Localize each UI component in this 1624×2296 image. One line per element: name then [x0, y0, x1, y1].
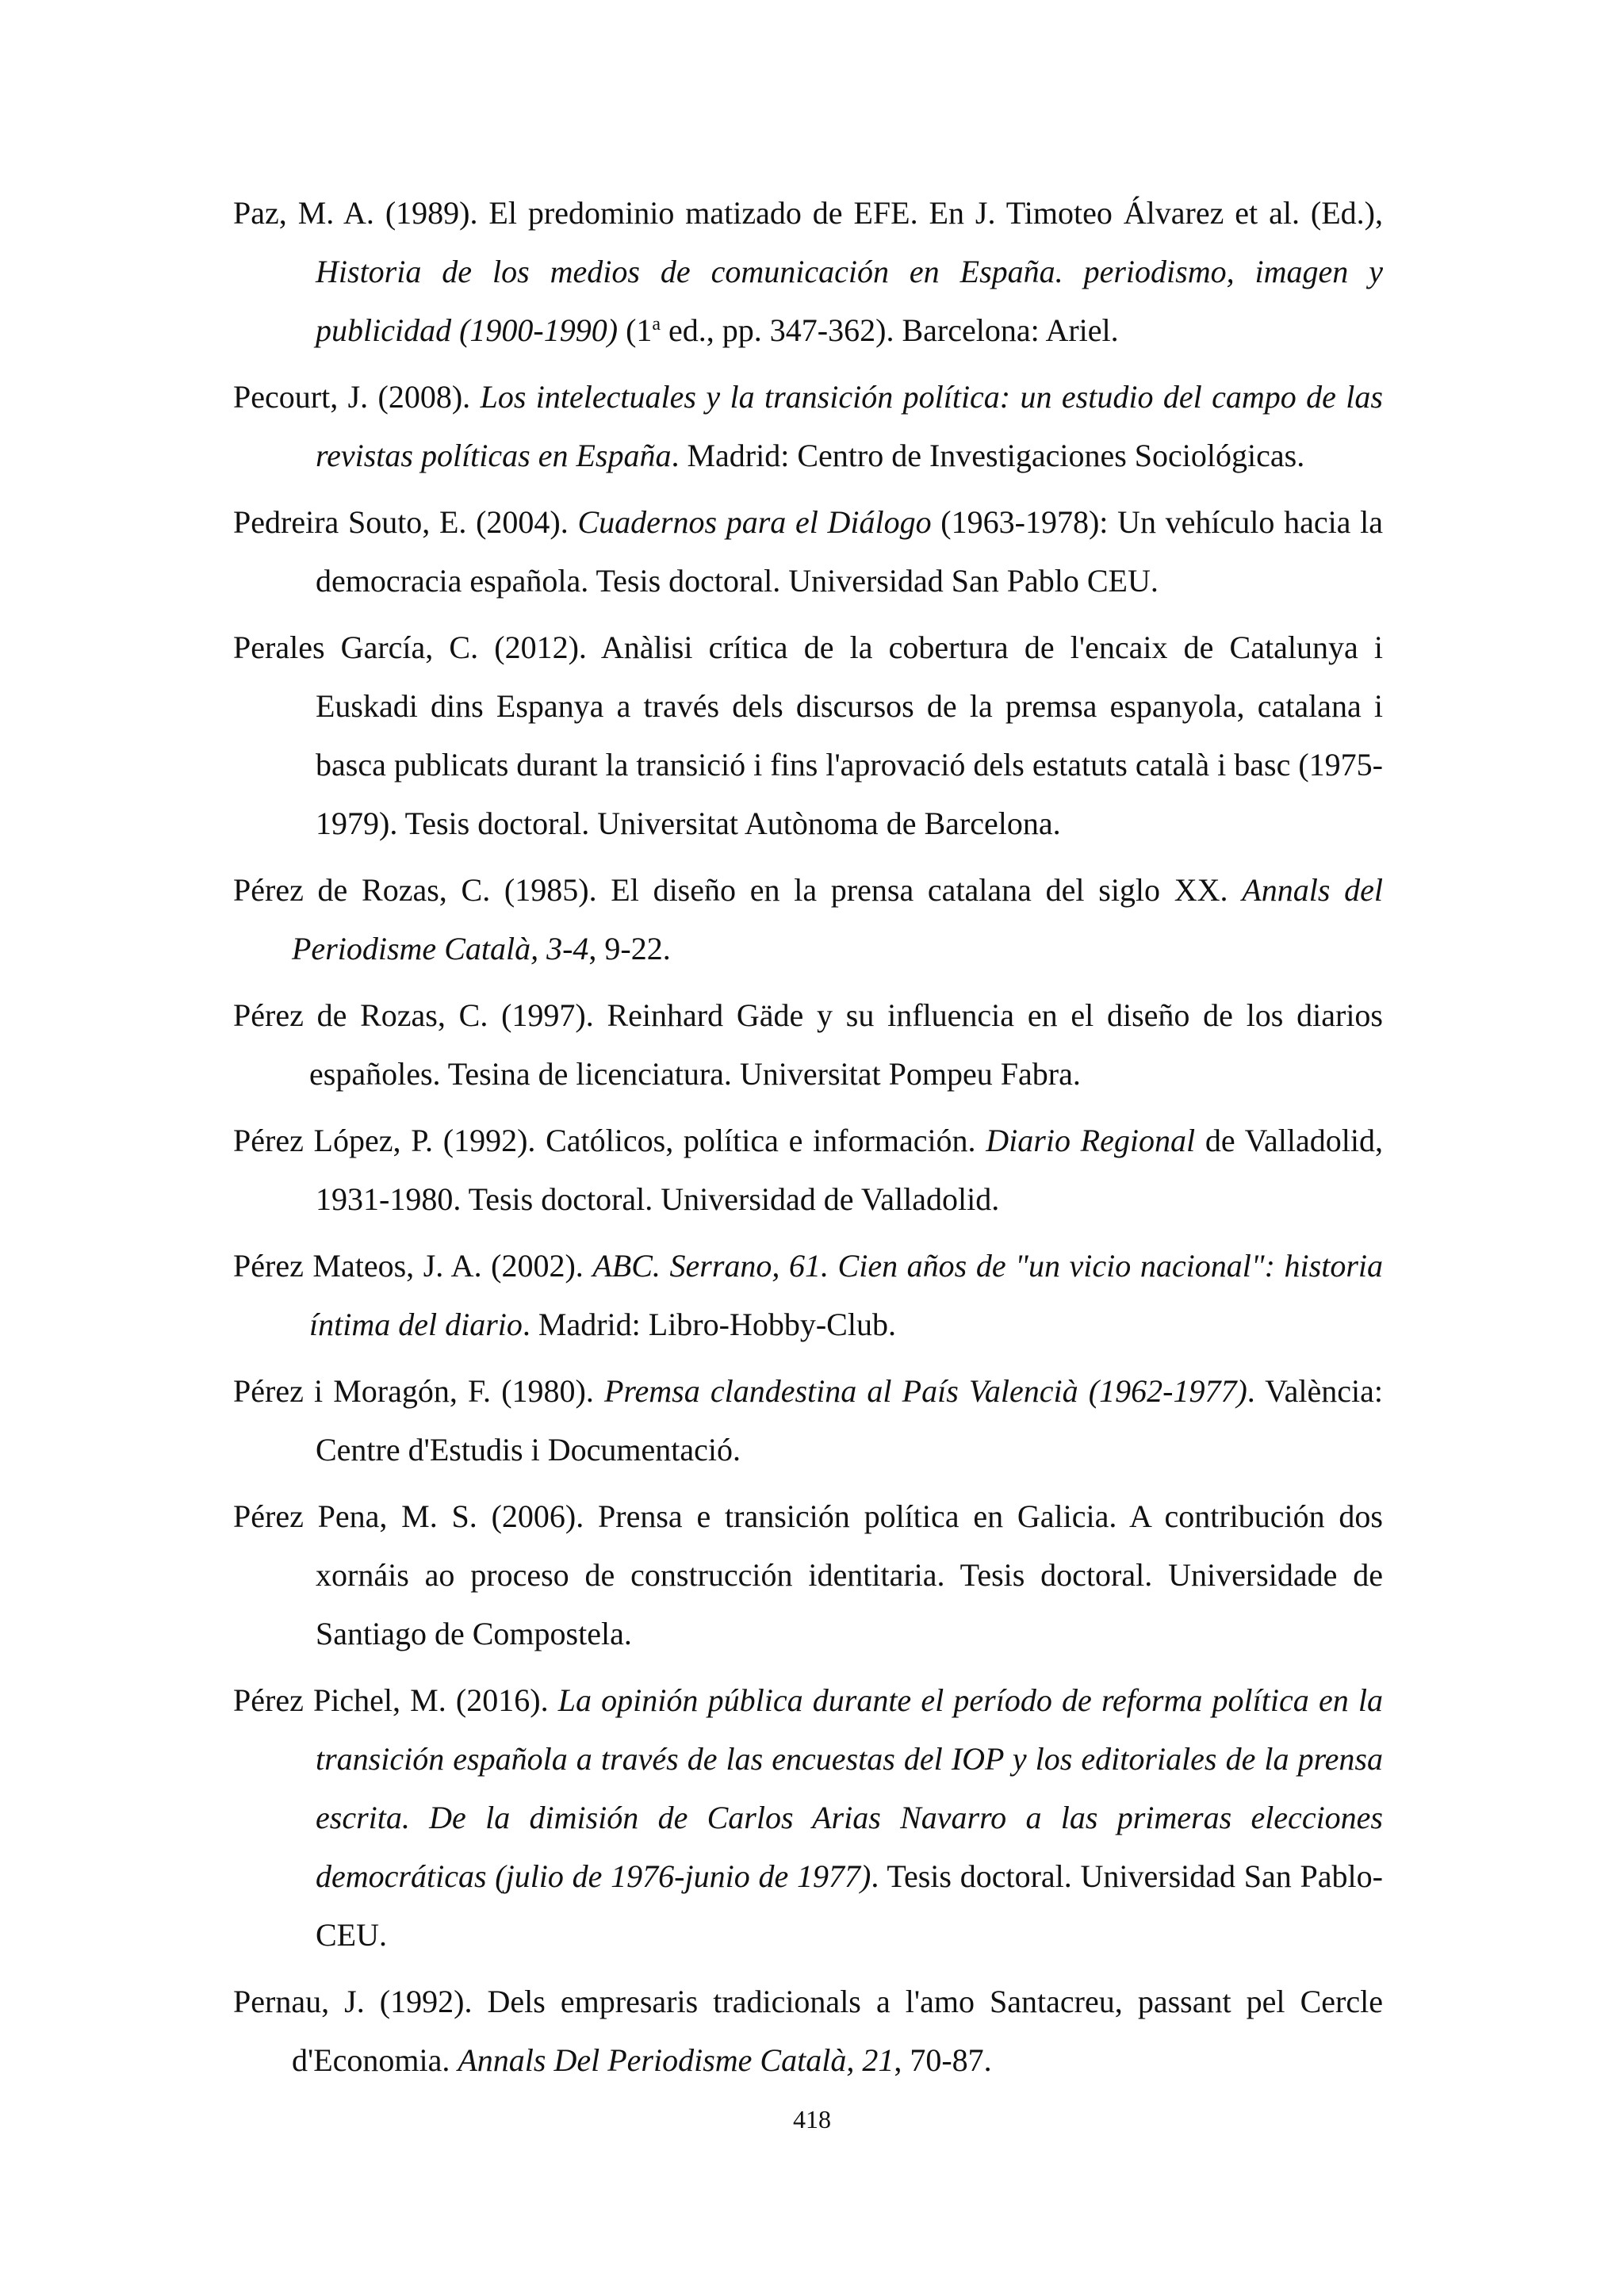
ref-title: ABC. Serrano, 61. Cien años de "un vicio nacional": historia íntima del diario: [309, 1248, 1384, 1342]
reference-paz-1989: [233, 184, 1383, 360]
ref-text: Pérez de Rozas, C. (1997). Reinhard Gäde y su influencia en el diseño de los diarios españoles. Tesina de licenciatura. Universitat Pompeu Fabra.: [233, 997, 1383, 1092]
reference-pernau-1992: [233, 1973, 1383, 2090]
ref-title: Premsa clandestina al País Valencià (1962-1977): [603, 1373, 1247, 1409]
ref-text: Pérez i Moragón, F. (1980).: [233, 1373, 604, 1409]
bibliography-list: [233, 184, 1383, 2098]
ref-text: Pérez Pichel, M. (2016).: [233, 1682, 558, 1718]
ref-title: Diario Regional: [986, 1123, 1196, 1158]
ref-title: Annals del Periodisme Català, 3-4: [292, 872, 1383, 966]
reference-perez-pena-2006: [233, 1487, 1383, 1663]
ref-text: . València: Centre d'Estudis i Documentació.: [316, 1373, 1383, 1468]
ref-superscript: a: [652, 314, 661, 335]
ref-text: Pecourt, J. (2008).: [233, 379, 481, 415]
reference-perales-2012: [233, 618, 1383, 853]
ref-text: Pérez López, P. (1992). Católicos, política e información.: [233, 1123, 986, 1158]
ref-text: Pedreira Souto, E. (2004).: [233, 504, 578, 540]
ref-title: Los intelectuales y la transición política: un estudio del campo de las revistas políticas en España: [316, 379, 1383, 473]
reference-perez-rozas-1985: [233, 861, 1383, 978]
ref-text: de Valladolid, 1931-1980. Tesis doctoral. Universidad de Valladolid.: [316, 1123, 1383, 1217]
ref-text: Paz, M. A. (1989). El predominio matizado de EFE. En J. Timoteo Álvarez et al. (Ed.),: [233, 195, 1383, 231]
reference-pecourt-2008: [233, 368, 1383, 485]
ref-text: Pérez Mateos, J. A. (2002).: [233, 1248, 593, 1284]
page-number: 418: [793, 2105, 831, 2133]
ref-text: (1: [618, 312, 653, 348]
ref-text: Pérez Pena, M. S. (2006). Prensa e transición política en Galicia. A contribución dos xornáis ao proceso de construcción identitaria. Tesis doctoral. Universidade de Santiago de Compostela.: [233, 1498, 1383, 1651]
ref-text: . Madrid: Libro-Hobby-Club.: [522, 1307, 896, 1342]
ref-text: , 70-87.: [894, 2042, 992, 2078]
reference-perez-rozas-1997: [233, 986, 1383, 1104]
ref-text: . Madrid: Centro de Investigaciones Sociológicas.: [671, 438, 1305, 473]
reference-pedreira-2004: [233, 493, 1383, 610]
reference-perez-mateos-2002: [233, 1237, 1383, 1354]
ref-title: Annals Del Periodisme Català, 21: [458, 2042, 894, 2078]
ref-text: Pernau, J. (1992). Dels empresaris tradicionals a l'amo Santacreu, passant pel Cercle d'Economia.: [233, 1984, 1383, 2078]
ref-text: (1963-1978): Un vehículo hacia la democracia española. Tesis doctoral. Universidad San Pablo CEU.: [316, 504, 1383, 599]
ref-text: . Tesis doctoral. Universidad San Pablo-CEU.: [316, 1858, 1383, 1953]
ref-text: , 9-22.: [588, 931, 671, 966]
reference-perez-pichel-2016: [233, 1671, 1383, 1965]
reference-perez-lopez-1992: [233, 1112, 1383, 1229]
ref-text: ed., pp. 347-362). Barcelona: Ariel.: [661, 312, 1119, 348]
ref-title: La opinión pública durante el período de reforma política en la transición española a través de las encuestas del IOP y los editoriales de la prensa escrita. De la dimisión de Carlos Arias Navarro a las primeras elecciones democráticas (julio de 1976-junio de 1977): [316, 1682, 1383, 1894]
ref-title: Historia de los medios de comunicación en España. periodismo, imagen y publicidad (1900-1990): [316, 254, 1383, 348]
ref-text: Pérez de Rozas, C. (1985). El diseño en la prensa catalana del siglo XX.: [233, 872, 1243, 908]
reference-perez-moragon-1980: [233, 1362, 1383, 1479]
ref-text: Perales García, C. (2012). Anàlisi crítica de la cobertura de l'encaix de Catalunya i Euskadi dins Espanya a través dels discursos de la premsa espanyola, catalana i basca publicats durant la transició i fins l'aprovació dels estatuts català i basc (1975-1979). Tesis doctoral. Universitat Autònoma de Barcelona.: [233, 629, 1383, 841]
ref-title: Cuadernos para el Diálogo: [577, 504, 932, 540]
